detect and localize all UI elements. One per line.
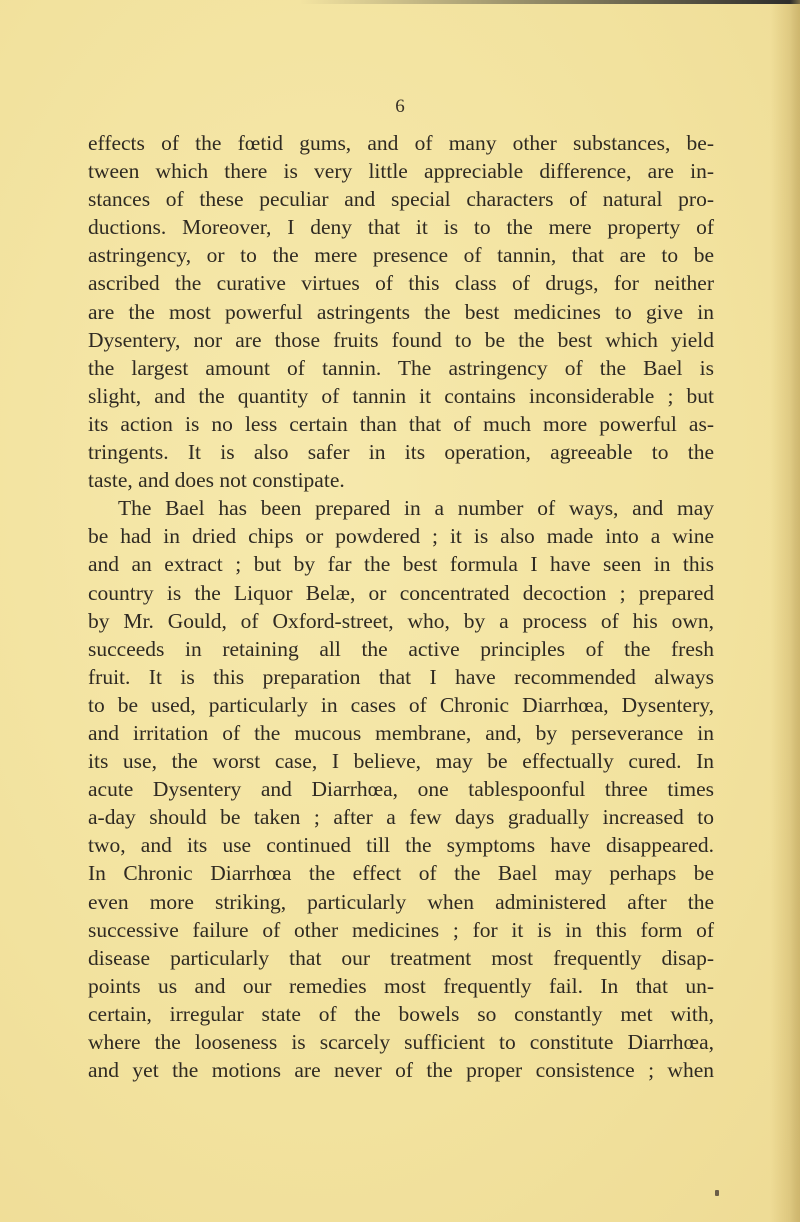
text-line: ascribed the curative virtues of this class of drugs, for neither bbox=[88, 271, 714, 296]
text-line: and irritation of the mucous membrane, and, by perseverance in bbox=[88, 720, 714, 745]
text-line: taste, and does not constipate. bbox=[88, 468, 345, 493]
text-line: certain, irregular state of the bowels so constantly met with, bbox=[88, 1001, 714, 1026]
page-number: 6 bbox=[395, 96, 405, 117]
text-line: Dysentery, nor are those fruits found to be the best which yield bbox=[88, 327, 714, 352]
paragraph-1 bbox=[88, 129, 714, 494]
text-line: successive failure of other medicines ; for it is in this form of bbox=[88, 917, 714, 942]
text-line: ductions. Moreover, I deny that it is to the mere property of bbox=[88, 215, 714, 240]
text-line: and an extract ; but by far the best formula I have seen in this bbox=[88, 552, 714, 577]
text-line: are the most powerful astringents the best medicines to give in bbox=[88, 299, 714, 324]
text-line: slight, and the quantity of tannin it contains inconsiderable ; but bbox=[88, 383, 714, 408]
page-binding-edge bbox=[790, 0, 800, 1222]
text-line: The Bael has been prepared in a number of ways, and may bbox=[118, 496, 714, 521]
text-line: and yet the motions are never of the proper consistence ; when bbox=[88, 1058, 714, 1083]
text-line: where the looseness is scarcely sufficient to constitute Diarrhœa, bbox=[88, 1030, 714, 1054]
ink-speck bbox=[715, 1190, 719, 1196]
text-line: tween which there is very little appreciable difference, are in- bbox=[88, 159, 714, 184]
text-line: tringents. It is also safer in its operation, agreeable to the bbox=[88, 440, 714, 465]
text-line: succeeds in retaining all the active principles of the fresh bbox=[88, 636, 714, 661]
text-line: be had in dried chips or powdered ; it is also made into a wine bbox=[88, 524, 714, 549]
paragraph-2 bbox=[88, 494, 714, 1084]
text-line: its action is no less certain than that of much more powerful as- bbox=[88, 411, 714, 436]
text-line: In Chronic Diarrhœa the effect of the Bael may perhaps be bbox=[88, 861, 714, 886]
text-line: points us and our remedies most frequently fail. In that un- bbox=[88, 973, 714, 998]
page-top-shadow bbox=[300, 0, 800, 4]
text-line: a-day should be taken ; after a few days gradually increased to bbox=[88, 805, 714, 830]
text-line: the largest amount of tannin. The astringency of the Bael is bbox=[88, 355, 714, 380]
text-line: its use, the worst case, I believe, may be effectually cured. In bbox=[88, 749, 714, 774]
text-line: country is the Liquor Belæ, or concentrated decoction ; prepared bbox=[88, 580, 714, 605]
text-line: disease particularly that our treatment most frequently disap- bbox=[88, 945, 714, 970]
text-line: fruit. It is this preparation that I have recommended always bbox=[88, 664, 714, 689]
text-line: effects of the fœtid gums, and of many other substances, be- bbox=[88, 131, 714, 155]
text-line: even more striking, particularly when administered after the bbox=[88, 889, 714, 914]
text-line: to be used, particularly in cases of Chronic Diarrhœa, Dysentery, bbox=[88, 692, 714, 717]
text-line: two, and its use continued till the symptoms have disappeared. bbox=[88, 833, 714, 858]
body-text bbox=[88, 129, 714, 1084]
text-line: acute Dysentery and Diarrhœa, one tablespoonful three times bbox=[88, 777, 714, 802]
text-line: by Mr. Gould, of Oxford-street, who, by a process of his own, bbox=[88, 608, 714, 633]
text-line: astringency, or to the mere presence of tannin, that are to be bbox=[88, 243, 714, 268]
text-line: stances of these peculiar and special characters of natural pro- bbox=[88, 187, 714, 212]
